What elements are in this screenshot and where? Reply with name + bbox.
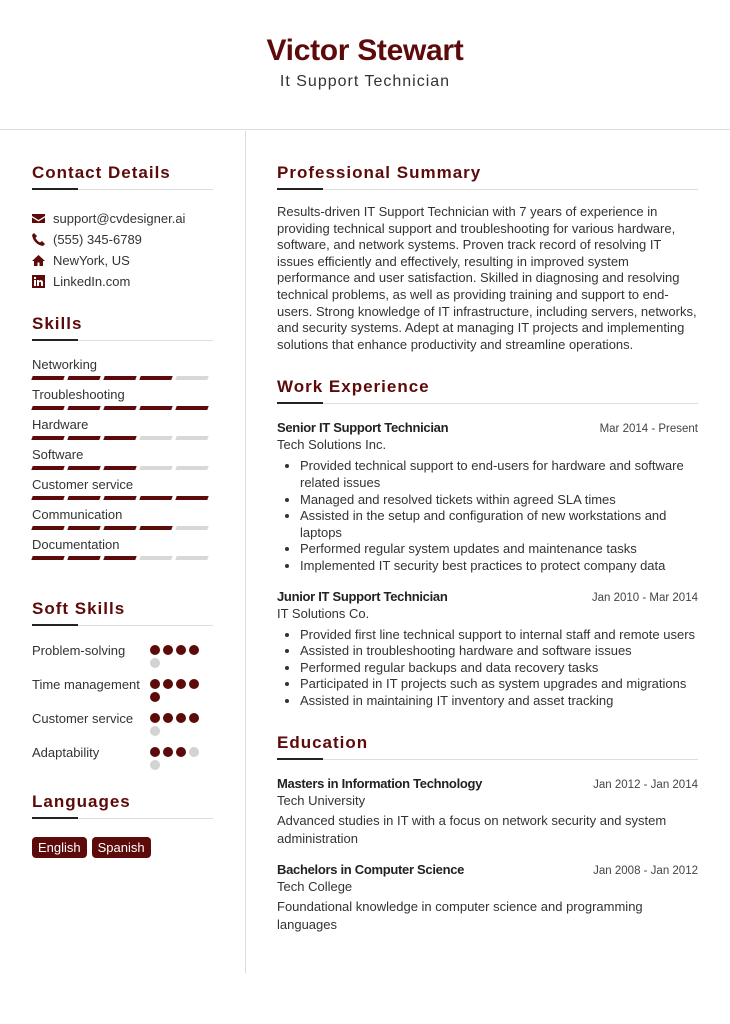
contact-text: NewYork, US (53, 253, 130, 268)
job-bullet: • Performed regular backups and data recovery tasks (300, 660, 698, 677)
skills-list (32, 357, 213, 567)
contact-item[interactable] (32, 271, 213, 292)
education-entry (277, 862, 698, 934)
work-heading: Work Experience (277, 377, 698, 404)
skill-level-segment (175, 406, 208, 410)
rating-dot (176, 645, 186, 655)
rating-dot (176, 679, 186, 689)
contact-text: support@cvdesigner.ai (53, 211, 186, 226)
education-header (277, 862, 698, 877)
skill-level-segment (31, 436, 64, 440)
skill-item (32, 507, 213, 537)
skill-name: Software (32, 447, 84, 462)
soft-skill-rating (150, 676, 202, 702)
summary-text: Results-driven IT Support Technician with 7 years of experience in providing technical support and troubleshooting for various hardware, software, and network systems. Proven track record of resolving IT issues efficiently and effectively, resulting in improved system performance and user satisfaction. Skilled in diagnosing and resolving technical problems, as well as providing training and support to end-users. Strong knowledge of IT infrastructure, including servers, networks, and security systems. Adept at managing IT projects and implementing solutions that enhance productivity and streamline operations. (277, 204, 697, 352)
skill-level-segment (175, 556, 208, 560)
contact-list (32, 208, 213, 292)
rating-dot (189, 713, 199, 723)
languages-list (32, 837, 213, 858)
skill-level-bar (32, 376, 213, 380)
skill-level-segment (103, 496, 136, 500)
rating-dot (150, 726, 160, 736)
job-bullets (300, 458, 698, 574)
language-tag: English (32, 837, 87, 858)
rating-dot (176, 713, 186, 723)
phone-icon (32, 233, 45, 246)
skill-level-segment (103, 436, 136, 440)
skill-level-segment (175, 526, 208, 530)
skills-heading: Skills (32, 314, 213, 341)
rating-dot (163, 679, 173, 689)
skill-level-segment (67, 466, 100, 470)
skill-level-bar (32, 466, 213, 470)
skill-level-segment (103, 466, 136, 470)
education-heading: Education (277, 733, 698, 760)
work-list (277, 420, 698, 709)
skill-level-segment (31, 496, 64, 500)
skill-level-segment (31, 526, 64, 530)
envelope-icon (32, 212, 45, 225)
skill-level-segment (139, 556, 172, 560)
job-bullet: • Implemented IT security best practices to protect company data (300, 558, 698, 575)
school: Tech College (277, 879, 353, 895)
skill-name: Networking (32, 357, 98, 372)
job-dates: Jan 2010 - Mar 2014 (591, 591, 698, 604)
skill-level-segment (175, 436, 208, 440)
skill-item (32, 417, 213, 447)
skill-level-segment (175, 466, 208, 470)
summary-heading: Professional Summary (277, 163, 698, 190)
skill-item (32, 387, 213, 417)
job-entry (277, 420, 698, 574)
skill-name: Communication (32, 507, 123, 522)
skill-level-bar (32, 556, 213, 560)
candidate-name: Victor Stewart (266, 34, 464, 67)
job-bullet: • Assisted in maintaining IT inventory and asset tracking (300, 693, 698, 710)
rating-dot (150, 658, 160, 668)
rating-dot (189, 747, 199, 757)
soft-skill-name: Time management (32, 677, 140, 692)
skill-level-bar (32, 436, 213, 440)
rating-dot (150, 645, 160, 655)
rating-dot (150, 760, 160, 770)
contact-heading: Contact Details (32, 163, 213, 190)
linkedin-icon (32, 275, 45, 288)
skill-level-segment (103, 376, 136, 380)
skill-item (32, 477, 213, 507)
job-title: Junior IT Support Technician (277, 588, 448, 604)
language-tag: Spanish (92, 837, 151, 858)
skill-level-segment (139, 526, 172, 530)
rating-dot (163, 747, 173, 757)
soft-skill-item (32, 642, 213, 668)
skill-level-segment (31, 406, 64, 410)
soft-skill-name: Customer service (32, 711, 134, 726)
skill-level-segment (139, 496, 172, 500)
skill-name: Documentation (32, 537, 120, 552)
resume-header (0, 0, 730, 130)
degree: Masters in Information Technology (277, 776, 483, 792)
skill-level-segment (103, 406, 136, 410)
skill-level-segment (67, 526, 100, 530)
education-description: Foundational knowledge in computer science and programming languages (277, 899, 643, 933)
skill-level-bar (32, 496, 213, 500)
rating-dot (150, 747, 160, 757)
skill-level-segment (103, 526, 136, 530)
skill-level-segment (139, 376, 172, 380)
rating-dot (189, 645, 199, 655)
soft-skills-heading: Soft Skills (32, 599, 213, 626)
soft-skill-item (32, 744, 213, 770)
skill-item (32, 537, 213, 567)
contact-item[interactable] (32, 250, 213, 271)
soft-skill-rating (150, 710, 202, 736)
rating-dot (150, 679, 160, 689)
education-entry (277, 776, 698, 848)
school: Tech University (277, 793, 366, 809)
skill-level-segment (67, 406, 100, 410)
job-header (277, 420, 698, 435)
rating-dot (150, 713, 160, 723)
rating-dot (176, 747, 186, 757)
skill-level-segment (175, 496, 208, 500)
job-bullets (300, 627, 698, 710)
soft-skill-rating (150, 744, 202, 770)
education-dates: Jan 2012 - Jan 2014 (593, 779, 698, 792)
rating-dot (163, 645, 173, 655)
skill-item (32, 357, 213, 387)
skill-level-segment (103, 556, 136, 560)
education-description: Advanced studies in IT with a focus on network security and system administration (277, 813, 667, 847)
soft-skill-item (32, 710, 213, 736)
contact-item[interactable] (32, 229, 213, 250)
skill-level-segment (67, 376, 100, 380)
job-bullet: • Participated in IT projects such as system upgrades and migrations (300, 676, 698, 693)
skill-level-segment (175, 376, 208, 380)
degree: Bachelors in Computer Science (277, 862, 465, 878)
skill-item (32, 447, 213, 477)
skill-name: Troubleshooting (32, 387, 125, 402)
job-bullet: • Assisted in troubleshooting hardware and software issues (300, 643, 698, 660)
job-bullet: • Performed regular system updates and maintenance tasks (300, 541, 698, 558)
rating-dot (163, 713, 173, 723)
skill-level-bar (32, 406, 213, 410)
job-bullet: • Provided technical support to end-users for hardware and software related issues (300, 458, 698, 491)
right-column (277, 163, 698, 934)
languages-heading: Languages (32, 792, 213, 819)
skill-level-segment (67, 436, 100, 440)
job-title: Senior IT Support Technician (277, 420, 449, 436)
education-dates: Jan 2008 - Jan 2012 (593, 865, 698, 878)
soft-skills-list (32, 642, 213, 770)
job-entry (277, 589, 698, 710)
skill-name: Hardware (32, 417, 89, 432)
skill-level-segment (67, 496, 100, 500)
soft-skill-item (32, 676, 213, 702)
skill-level-bar (32, 526, 213, 530)
column-divider (245, 131, 246, 973)
job-dates: Mar 2014 - Present (599, 423, 698, 436)
rating-dot (189, 679, 199, 689)
contact-item[interactable] (32, 208, 213, 229)
skill-level-segment (31, 376, 64, 380)
job-company: IT Solutions Co. (277, 605, 370, 621)
job-header (277, 589, 698, 604)
home-icon (32, 254, 45, 267)
soft-skill-name: Problem-solving (32, 643, 126, 658)
candidate-title: It Support Technician (279, 73, 451, 90)
education-header (277, 776, 698, 791)
job-company: Tech Solutions Inc. (277, 437, 387, 453)
skill-level-segment (139, 406, 172, 410)
rating-dot (150, 692, 160, 702)
skill-level-segment (31, 466, 64, 470)
skill-name: Customer service (32, 477, 134, 492)
skill-level-segment (31, 556, 64, 560)
education-list (277, 776, 698, 934)
job-bullet: • Assisted in the setup and configuration of new workstations and laptops (300, 508, 698, 541)
job-bullet: • Managed and resolved tickets within agreed SLA times (300, 492, 698, 509)
soft-skill-name: Adaptability (32, 745, 100, 760)
soft-skill-rating (150, 642, 202, 668)
skill-level-segment (139, 436, 172, 440)
skill-level-segment (139, 466, 172, 470)
skill-level-segment (67, 556, 100, 560)
contact-text: LinkedIn.com (53, 274, 131, 289)
job-bullet: • Provided first line technical support to internal staff and remote users (300, 627, 698, 644)
contact-text: (555) 345-6789 (53, 232, 142, 247)
left-column (32, 163, 213, 858)
